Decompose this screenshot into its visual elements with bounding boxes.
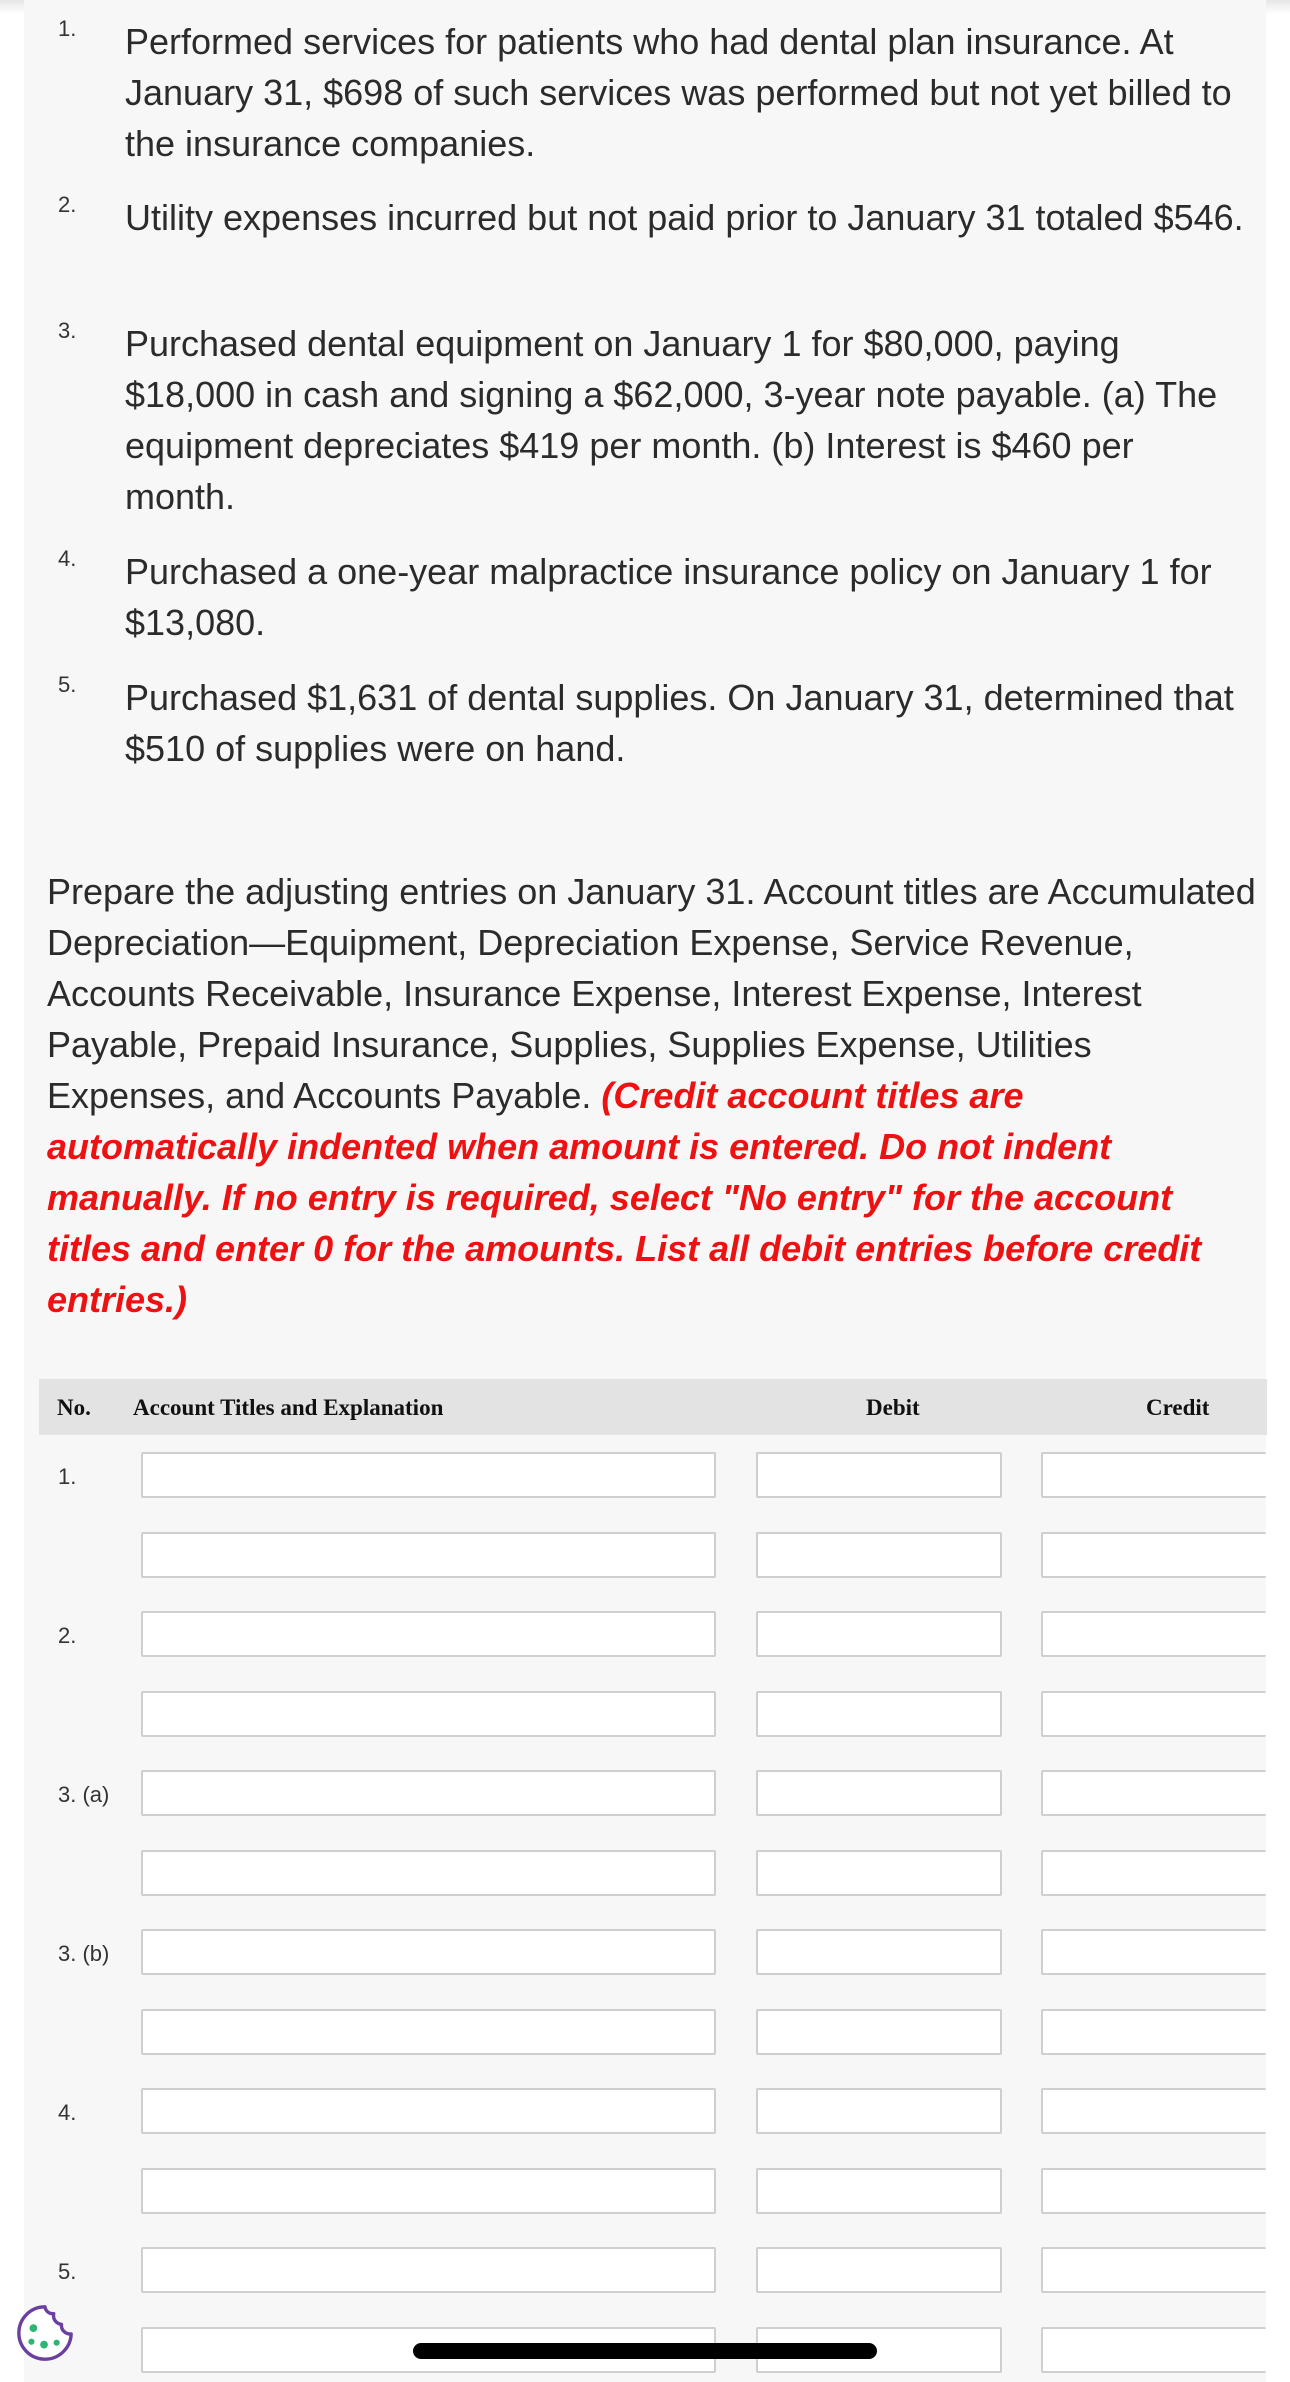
question-panel (24, 0, 1266, 2382)
item-number: 2. (58, 192, 77, 217)
account-title-input[interactable] (141, 1532, 716, 1578)
credit-input[interactable] (1041, 1850, 1266, 1896)
row-label: 1. (58, 1464, 77, 1489)
debit-input[interactable] (756, 2009, 1002, 2055)
credit-input[interactable] (1041, 2327, 1266, 2373)
account-title-input[interactable] (141, 2009, 716, 2055)
credit-input[interactable] (1041, 2088, 1266, 2134)
account-title-input[interactable] (141, 2168, 716, 2214)
item-number: 1. (58, 16, 77, 41)
debit-input[interactable] (756, 1691, 1002, 1737)
header-debit: Debit (866, 1395, 920, 1420)
credit-input[interactable] (1041, 2009, 1266, 2055)
item-text: Utility expenses incurred but not paid prior to January 31 totaled $546. (125, 197, 1244, 238)
credit-input[interactable] (1041, 1532, 1266, 1578)
credit-input[interactable] (1041, 1452, 1266, 1498)
credit-input[interactable] (1041, 1611, 1266, 1657)
item-number: 5. (58, 672, 77, 697)
home-indicator (413, 2343, 877, 2359)
item-text: Purchased $1,631 of dental supplies. On January 31, determined that $510 of supplies were on hand. (125, 677, 1234, 769)
credit-input[interactable] (1041, 1929, 1266, 1975)
debit-input[interactable] (756, 2247, 1002, 2293)
account-title-input[interactable] (141, 1850, 716, 1896)
credit-input[interactable] (1041, 1691, 1266, 1737)
account-title-input[interactable] (141, 1929, 716, 1975)
header-account: Account Titles and Explanation (133, 1395, 444, 1420)
item-text: Purchased dental equipment on January 1 for $80,000, paying $18,000 in cash and signing a $62,000, 3-year note payable. (a) The equipment depreciates $419 per month. (b) Interest is $460 per month. (125, 323, 1218, 517)
credit-input[interactable] (1041, 2168, 1266, 2214)
debit-input[interactable] (756, 2088, 1002, 2134)
instructions-text: Prepare the adjusting entries on January 31. Account titles are Accumulated Depreciation—Equipment, Depreciation Expense, Service Revenue, Accounts Receivable, Insurance Expense, Interest Expense, Interest Payable, Prepaid Insurance, Supplies, Supplies Expense, Utilities Expenses, and Accounts Payable. (47, 871, 1256, 1116)
debit-input[interactable] (756, 1770, 1002, 1816)
row-label: 5. (58, 2259, 77, 2284)
cookie-icon[interactable] (14, 2302, 76, 2364)
row-label: 3. (b) (58, 1941, 110, 1966)
header-credit: Credit (1146, 1395, 1210, 1420)
item-number: 3. (58, 318, 77, 343)
debit-input[interactable] (756, 2168, 1002, 2214)
item-number: 4. (58, 546, 77, 571)
account-title-input[interactable] (141, 2247, 716, 2293)
account-title-input[interactable] (141, 1770, 716, 1816)
instructions-note: (Credit account titles are automatically indented when amount is entered. Do not indent manually. If no entry is required, select "No entry" for the account titles and enter 0 for the amounts. List all debit entries before credit entries.) (47, 1075, 1202, 1320)
row-label: 2. (58, 1623, 77, 1648)
account-title-input[interactable] (141, 1691, 716, 1737)
debit-input[interactable] (756, 1850, 1002, 1896)
row-label: 3. (a) (58, 1782, 110, 1807)
account-title-input[interactable] (141, 1611, 716, 1657)
credit-input[interactable] (1041, 1770, 1266, 1816)
journal-table-header (39, 1379, 1267, 1435)
account-title-input[interactable] (141, 1452, 716, 1498)
item-text: Performed services for patients who had dental plan insurance. At January 31, $698 of such services was performed but not yet billed to the insurance companies. (125, 21, 1232, 164)
header-no: No. (57, 1395, 91, 1420)
debit-input[interactable] (756, 1929, 1002, 1975)
item-text: Purchased a one-year malpractice insurance policy on January 1 for $13,080. (125, 551, 1212, 643)
account-title-input[interactable] (141, 2088, 716, 2134)
instructions (47, 866, 1257, 1325)
credit-input[interactable] (1041, 2247, 1266, 2293)
debit-input[interactable] (756, 1532, 1002, 1578)
row-label: 4. (58, 2100, 77, 2125)
debit-input[interactable] (756, 1452, 1002, 1498)
debit-input[interactable] (756, 1611, 1002, 1657)
